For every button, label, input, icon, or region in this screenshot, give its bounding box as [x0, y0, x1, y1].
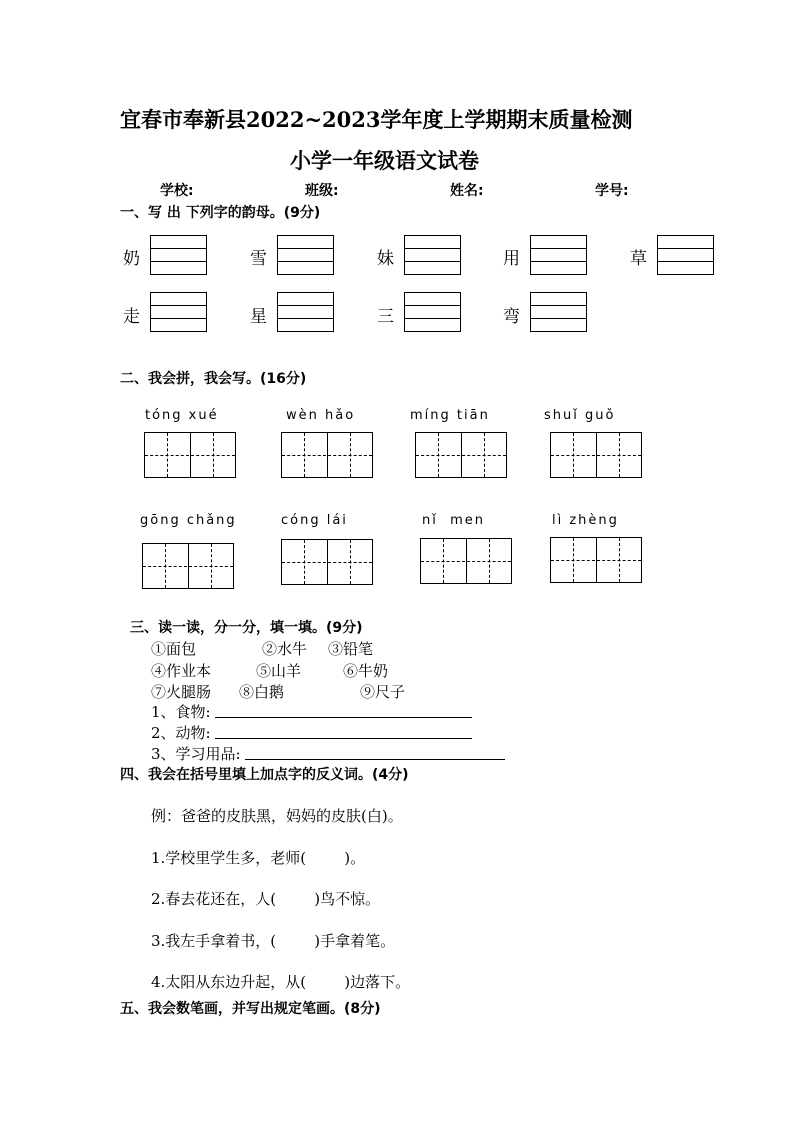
field-name-label: 姓名: [450, 183, 484, 199]
page-subtitle: 小学一年级语文试卷 [290, 148, 479, 173]
item-label: ①面包 [151, 640, 197, 658]
section5-heading: 五、我会数笔画，并写出规定笔画。(8分) [120, 1001, 381, 1017]
question-text: 3.我左手拿着书，( )手拿着笔。 [151, 932, 396, 950]
pinyin-label: cóng lái [281, 513, 348, 528]
section4-heading: 四、我会在括号里填上加点字的反义词。(4分) [120, 767, 409, 783]
item-label: ④作业本 [151, 662, 212, 680]
answer-box[interactable] [404, 235, 461, 275]
pinyin-label: míng tiān [410, 408, 490, 423]
item-label: ⑨尺子 [360, 683, 406, 701]
writing-grid[interactable] [281, 539, 373, 585]
answer-line[interactable] [245, 759, 505, 760]
answer-box[interactable] [277, 235, 334, 275]
answer-box[interactable] [530, 292, 587, 332]
field-number-label: 学号: [595, 183, 629, 199]
writing-grid[interactable] [550, 537, 642, 583]
char-label: 三 [377, 307, 394, 327]
answer-box[interactable] [530, 235, 587, 275]
char-label: 雪 [250, 249, 267, 269]
char-label: 星 [250, 307, 267, 327]
section2-heading: 二、我会拼，我会写。(16分) [120, 371, 307, 387]
answer-box[interactable] [404, 292, 461, 332]
writing-grid[interactable] [142, 543, 234, 589]
writing-grid[interactable] [415, 432, 507, 478]
item-label: ②水牛 [262, 640, 308, 658]
answer-box[interactable] [657, 235, 714, 275]
char-label: 草 [630, 249, 647, 269]
pinyin-label: shuǐ guǒ [544, 408, 616, 423]
writing-grid[interactable] [420, 538, 512, 584]
pinyin-label: gōng chǎng [140, 513, 237, 528]
item-label: ⑦火腿肠 [151, 683, 212, 701]
section1-heading: 一、写 出 下列字的韵母。(9分) [120, 205, 321, 221]
page-title: 宜春市奉新县2022~2023学年度上学期期末质量检测 [120, 107, 633, 132]
pinyin-label: tóng xué [145, 408, 219, 423]
item-label: ③铅笔 [328, 640, 374, 658]
category-label: 3、学习用品: [151, 745, 241, 763]
question-text: 1.学校里学生多，老师( )。 [151, 849, 366, 867]
answer-box[interactable] [150, 292, 207, 332]
writing-grid[interactable] [144, 432, 236, 478]
pinyin-label: lì zhèng [552, 513, 619, 528]
answer-line[interactable] [215, 738, 472, 739]
char-label: 妹 [377, 249, 394, 269]
answer-line[interactable] [215, 717, 472, 718]
answer-box[interactable] [277, 292, 334, 332]
char-label: 奶 [123, 249, 140, 269]
section3-heading: 三、读一读，分一分，填一填。(9分) [130, 620, 363, 636]
question-text: 2.春去花还在，人( )鸟不惊。 [151, 890, 381, 908]
item-label: ⑥牛奶 [343, 662, 389, 680]
question-text: 4.太阳从东边升起，从( )边落下。 [151, 973, 411, 991]
item-label: ⑤山羊 [256, 662, 302, 680]
pinyin-label: wèn hǎo [286, 408, 356, 423]
char-label: 用 [503, 249, 520, 269]
item-label: ⑧白鹅 [239, 683, 285, 701]
char-label: 弯 [503, 307, 520, 327]
category-label: 2、动物: [151, 724, 211, 742]
writing-grid[interactable] [281, 432, 373, 478]
example-text: 例：爸爸的皮肤黑，妈妈的皮肤(白)。 [151, 807, 403, 825]
char-label: 走 [123, 307, 140, 327]
field-class-label: 班级: [305, 183, 339, 199]
field-school-label: 学校: [160, 183, 194, 199]
category-label: 1、食物: [151, 703, 211, 721]
pinyin-label: nǐ men [422, 513, 486, 528]
answer-box[interactable] [150, 235, 207, 275]
writing-grid[interactable] [550, 432, 642, 478]
